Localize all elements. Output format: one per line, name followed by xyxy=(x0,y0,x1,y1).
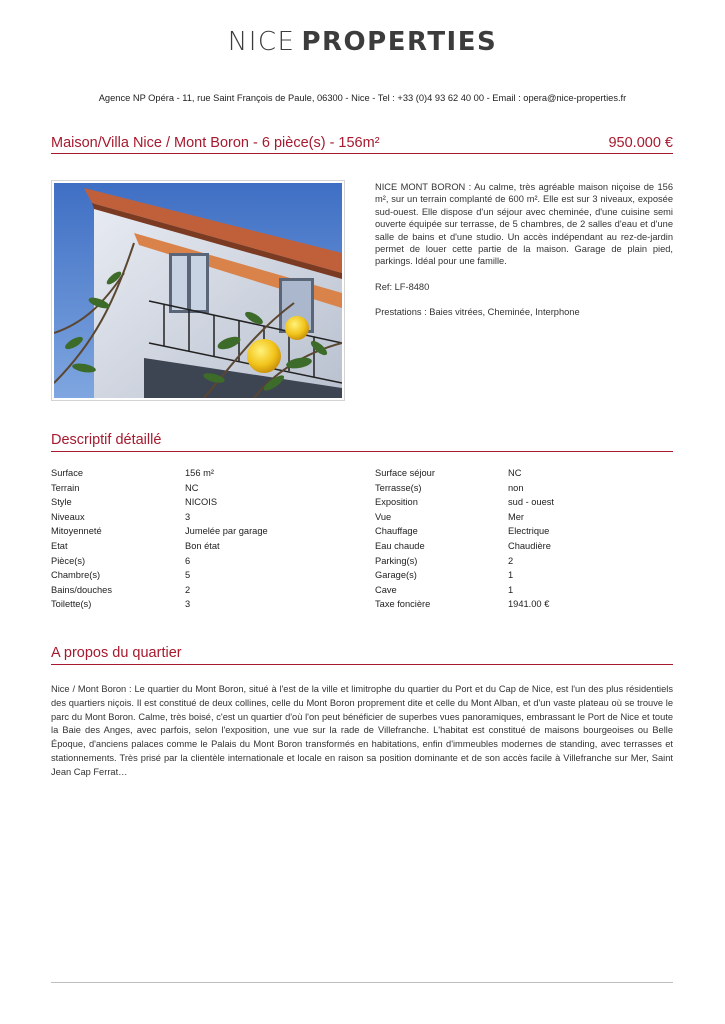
detail-label-left: Etat xyxy=(51,540,68,551)
detail-value-left: 3 xyxy=(185,599,191,610)
logo xyxy=(0,27,725,57)
table-row xyxy=(51,468,673,483)
property-photo-image xyxy=(54,183,342,398)
detail-value-left: 3 xyxy=(185,511,191,522)
detail-value-right: 1 xyxy=(508,584,514,595)
prestations-text: Prestations : Baies vitrées, Cheminée, Interphone xyxy=(375,307,580,318)
details-heading: Descriptif détaillé xyxy=(51,432,162,448)
table-row xyxy=(51,556,673,571)
property-photo xyxy=(51,180,345,401)
table-row xyxy=(51,526,673,541)
footer-divider xyxy=(51,982,673,983)
listing-price: 950.000 € xyxy=(608,135,673,151)
detail-label-right: Chauffage xyxy=(375,526,418,537)
table-row xyxy=(51,541,673,556)
detail-value-left: 2 xyxy=(185,584,191,595)
detail-label-right: Taxe foncière xyxy=(375,599,431,610)
detail-label-left: Surface xyxy=(51,468,84,478)
table-row xyxy=(51,585,673,600)
detail-label-right: Surface séjour xyxy=(375,468,435,478)
agency-contact-line: Agence NP Opéra - 11, rue Saint François de Paule, 06300 - Nice - Tel : +33 (0)4 93 62 40 00 - Email : opera@nice-properties.fr xyxy=(98,93,627,103)
listing-description xyxy=(375,181,673,332)
detail-value-left: 156 m² xyxy=(185,468,214,478)
logo-text-nice: NICE xyxy=(227,27,296,57)
description-text: NICE MONT BORON : Au calme, très agréable maison niçoise de 156 m², sur un terrain complanté de 600 m². Elle est sur 3 niveaux, exposée sud-ouest. Elle dispose d'un séjour avec cheminée, d'une cuisine semi ouverte équipée sur terrasse, de 5 chambres, de 2 salles d'eau et d'une salle de bains et d'une studio. Un accès indépendant au rez-de-jardin permet de louer cette partie de la maison. Garage de plain pied, parkings. Idéal pour une famille. xyxy=(375,182,673,267)
detail-label-right: Garage(s) xyxy=(375,570,417,581)
detail-label-left: Terrain xyxy=(51,482,80,493)
detail-label-left: Mitoyenneté xyxy=(51,526,102,537)
detail-label-right: Parking(s) xyxy=(375,555,418,566)
quartier-text: Nice / Mont Boron : Le quartier du Mont Boron, situé à l'est de la ville et limitrophe du quartier du Port et du Cap de Nice, est l'un des plus résidentiels des quartiers niçois. Il est constitué de deux collines, celle du Mont Boron proprement dite et celle du Mont Alban, et d'un vaste plateau où se trouve le parc du Mont Boron. Calme, très boisé, c'est un quartier d'où l'on peut bénéficier de superbes vues panoramiques, embrassant le Port de Nice et toute la Baie des Anges, avec parfois, selon l'exposition, une vue sur la rade de Villefranche. L'habitat est constitué de maisons bourgeoises ou Belle Époque, d'anciens palaces comme le Palais du Mont Boron transformés en habitations, enfin d'immeubles modernes de standing, avec terrasses et stationnements. Très prisé par la clientèle internationale et locale en raison sa position dominante et de son accès facile à Villefranche sur Mer, Saint Jean Cap Ferrat… xyxy=(51,684,673,777)
detail-value-left: NICOIS xyxy=(185,497,218,508)
detail-label-right: Terrasse(s) xyxy=(375,482,422,493)
detail-label-left: Style xyxy=(51,497,72,508)
table-row xyxy=(51,483,673,498)
detail-label-right: Cave xyxy=(375,584,397,595)
detail-value-left: 5 xyxy=(185,570,191,581)
detail-value-right: 1 xyxy=(508,570,514,581)
details-section-title xyxy=(51,431,673,452)
logo-text-properties: PROPERTIES xyxy=(301,27,498,57)
detail-value-right: non xyxy=(508,482,524,493)
detail-value-right: NC xyxy=(508,468,522,478)
detail-value-right: Mer xyxy=(508,511,525,522)
listing-title: Maison/Villa Nice / Mont Boron - 6 pièce(s) - 156m² xyxy=(51,135,380,151)
detail-value-right: 1941.00 € xyxy=(508,599,550,610)
detail-value-left: NC xyxy=(185,482,199,493)
detail-label-right: Exposition xyxy=(375,497,418,508)
detail-value-left: Jumelée par garage xyxy=(185,526,268,537)
table-row xyxy=(51,570,673,585)
detail-label-left: Chambre(s) xyxy=(51,570,101,581)
detail-label-left: Toilette(s) xyxy=(51,599,92,610)
detail-label-right: Eau chaude xyxy=(375,540,425,551)
table-row xyxy=(51,599,673,614)
detail-value-right: sud - ouest xyxy=(508,497,554,508)
quartier-heading: A propos du quartier xyxy=(51,645,182,661)
detail-value-right: Electrique xyxy=(508,526,550,537)
detail-label-left: Bains/douches xyxy=(51,584,112,595)
detail-value-right: Chaudière xyxy=(508,540,551,551)
detail-value-left: Bon état xyxy=(185,540,220,551)
listing-title-row xyxy=(51,133,673,154)
detail-value-left: 6 xyxy=(185,555,191,566)
detail-label-left: Niveaux xyxy=(51,511,85,522)
table-row xyxy=(51,497,673,512)
table-row xyxy=(51,512,673,527)
detail-value-right: 2 xyxy=(508,555,514,566)
detail-label-left: Pièce(s) xyxy=(51,555,86,566)
details-table xyxy=(51,468,673,614)
quartier-section-title xyxy=(51,644,673,665)
reference-text: Ref: LF-8480 xyxy=(375,281,430,292)
detail-label-right: Vue xyxy=(375,511,392,522)
